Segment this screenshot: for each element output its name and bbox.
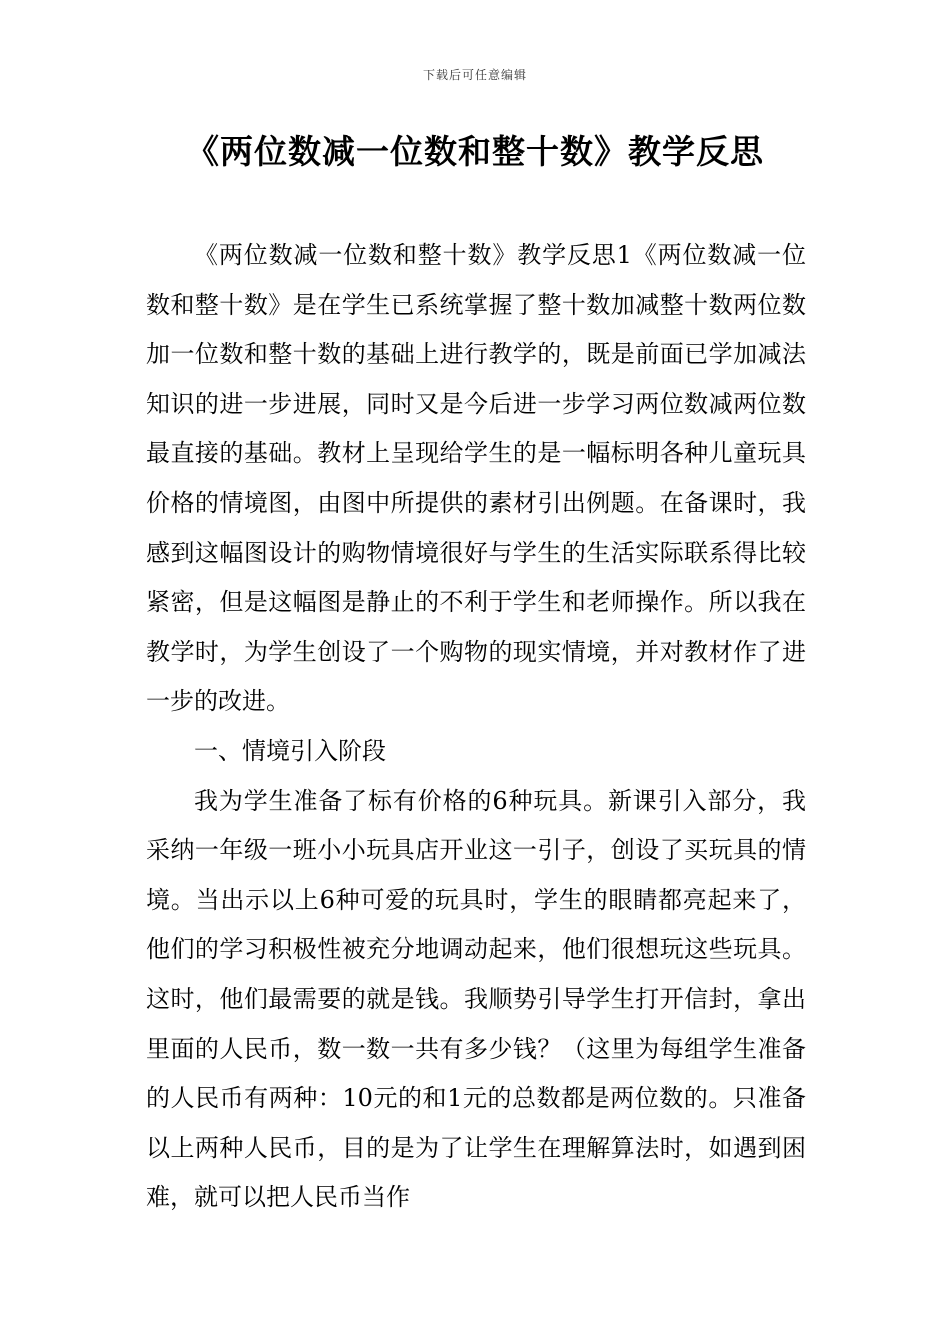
section-heading-situation: 一、情境引入阶段	[194, 736, 386, 765]
paragraph-intro: 《两位数减一位数和整十数》教学反思1《两位数减一位数和整十数》是在学生已系统掌握了整十数加减整十数两位数加一位数和整十数的基础上进行教学的，既是前面已学加减法知识的进一步进展，同时又是今后进一步学习两位数减两位数最直接的基础。教材上呈现给学生的是一幅标明各种儿童玩具价格的情境图，由图中所提供的素材引出例题。在备课时，我感到这幅图设计的购物情境很好与学生的生活实际联系得比较紧密，但是这幅图是静止的不利于学生和老师操作。所以我在教学时，为学生创设了一个购物的现实情境，并对教材作了进一步的改进。	[146, 241, 806, 716]
paragraph-situation: 我为学生准备了标有价格的6种玩具。新课引入部分，我采纳一年级一班小小玩具店开业这一引子，创设了买玩具的情境。当出示以上6种可爱的玩具时，学生的眼睛都亮起来了，他们的学习积极性被充分地调动起来，他们很想玩这些玩具。这时，他们最需要的就是钱。我顺势引导学生打开信封，拿出里面的人民币，数一数一共有多少钱？（这里为每组学生准备的人民币有两种：10元的和1元的总数都是两位数的。只准备以上两种人民币，目的是为了让学生在理解算法时，如遇到困难，就可以把人民币当作	[146, 786, 806, 1212]
document-body	[146, 231, 806, 1223]
document-title: 《两位数减一位数和整十数》教学反思	[186, 132, 764, 171]
header-note: 下载后可任意编辑	[422, 68, 527, 82]
